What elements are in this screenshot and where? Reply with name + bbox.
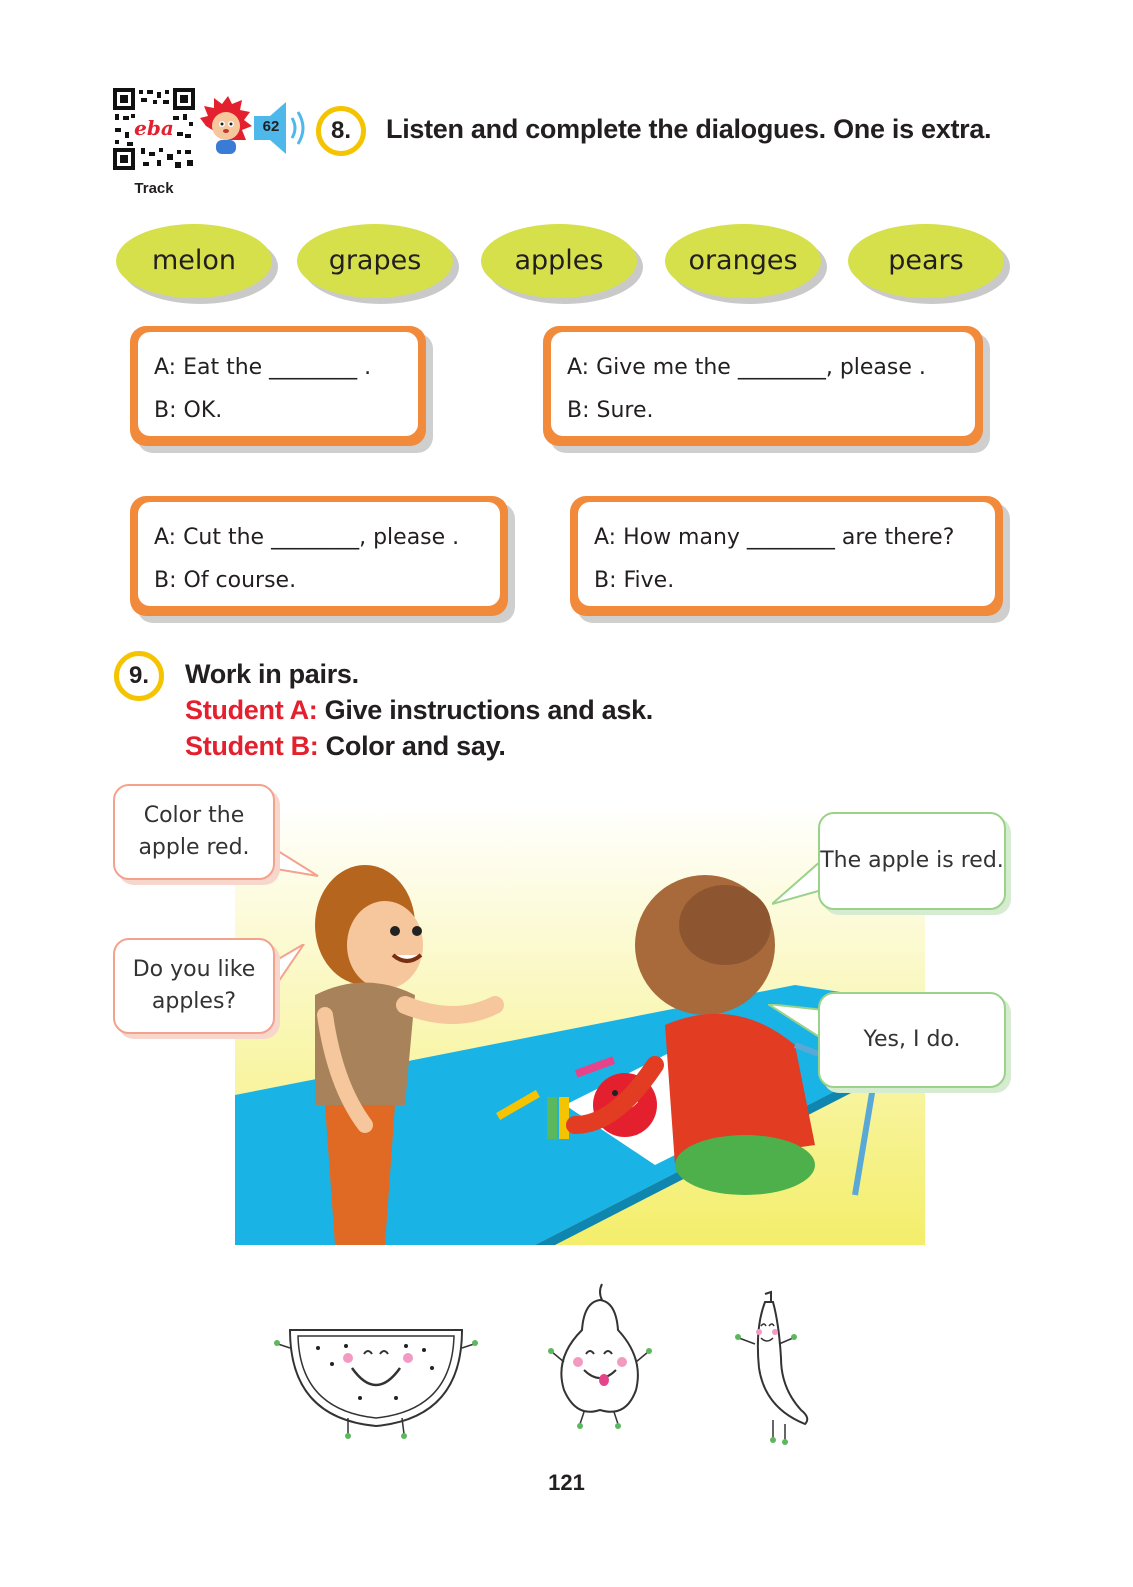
- qr-code[interactable]: [113, 88, 195, 170]
- dialogue-box-2: [543, 326, 983, 446]
- pear-drawing: [540, 1278, 660, 1438]
- exercise-9-title: Work in pairs.: [185, 659, 359, 689]
- exercise-9-number: 9.: [114, 651, 164, 701]
- dialogue-box-3: [130, 496, 508, 616]
- bubble-1-tail: [270, 840, 320, 885]
- student-a-line: [185, 695, 653, 726]
- exercise-8-instruction: Listen and complete the dialogues. One is extra.: [386, 114, 992, 144]
- dialogue-3-line-b: B: Of course.: [154, 568, 297, 593]
- dialogue-1-line-b: B: OK.: [154, 398, 223, 423]
- dialogue-box-4: [570, 496, 1003, 616]
- student-b-line: [185, 731, 506, 762]
- dialogue-4-line-a: A: How many ________ are there?: [594, 525, 955, 550]
- dialogue-2-line-b: B: Sure.: [567, 398, 654, 423]
- word-grapes: grapes: [297, 224, 453, 298]
- speech-bubble-do-you-like-apples: Do you like apples?: [113, 938, 275, 1034]
- banana-drawing: [725, 1288, 820, 1453]
- speech-bubble-yes-i-do: Yes, I do.: [818, 992, 1006, 1088]
- word-apples: apples: [481, 224, 637, 298]
- dialogue-1-line-a: A: Eat the ________ .: [154, 355, 372, 380]
- student-a-text: Give instructions and ask.: [317, 695, 653, 725]
- track-number: 62: [262, 118, 280, 135]
- track-label: Track: [134, 180, 174, 197]
- exercise-8-number: 8.: [316, 106, 366, 156]
- bubble-3-tail: [772, 860, 822, 915]
- hedgehog-mascot-icon: [198, 96, 252, 156]
- dialogue-3-line-a: A: Cut the ________, please .: [154, 525, 460, 550]
- watermelon-drawing: [272, 1318, 482, 1448]
- speech-bubble-the-apple-is-red: The apple is red.: [818, 812, 1006, 910]
- student-b-text: Color and say.: [318, 731, 506, 761]
- dialogue-2-line-a: A: Give me the ________, please .: [567, 355, 926, 380]
- word-oranges: oranges: [665, 224, 821, 298]
- student-a-label: Student A:: [185, 695, 318, 725]
- page-number: 121: [548, 1470, 585, 1495]
- bubble-2-tail: [270, 944, 310, 1009]
- bubble-4-tail: [768, 1004, 824, 1049]
- word-melon: melon: [116, 224, 272, 298]
- word-pears: pears: [848, 224, 1004, 298]
- dialogue-box-1: [130, 326, 426, 446]
- student-b-label: Student B:: [185, 731, 319, 761]
- speech-bubble-color-the-apple: Color the apple red.: [113, 784, 275, 880]
- svg-text:eba: eba: [134, 116, 174, 140]
- dialogue-4-line-b: B: Five.: [594, 568, 675, 593]
